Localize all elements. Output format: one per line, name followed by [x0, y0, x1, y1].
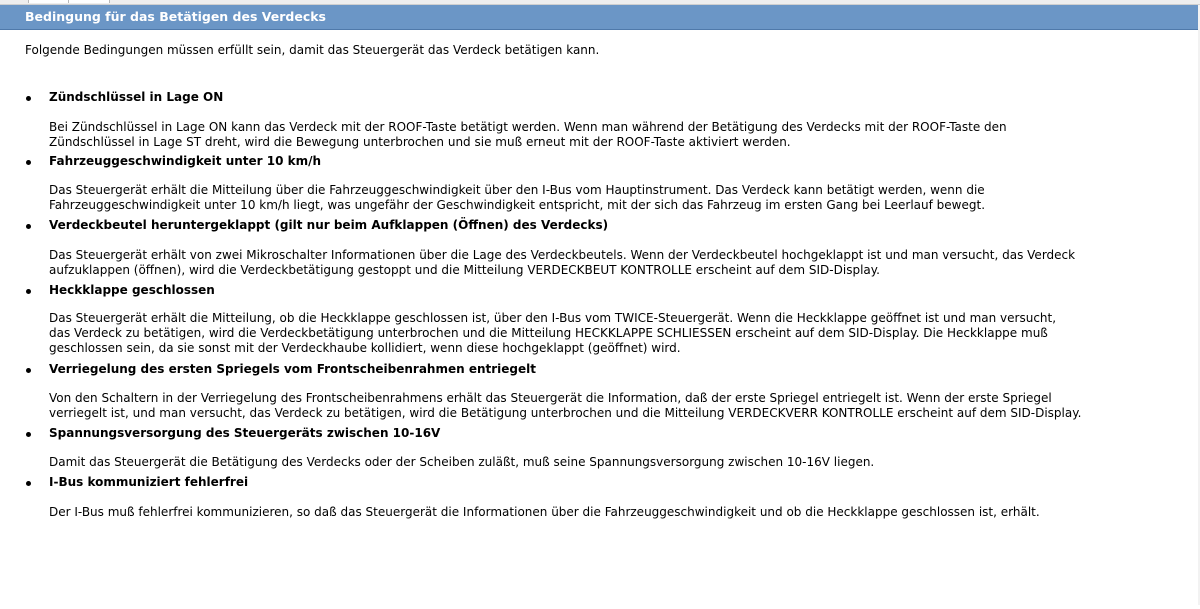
condition-description: Der I-Bus muß fehlerfrei kommunizieren, so daß das Steuergerät die Informationen über die Fahrzeuggeschwindigkeit und ob die Heckklappe geschlossen ist, erhält. [49, 505, 1040, 519]
bullet-icon [26, 368, 31, 373]
page-title: Bedingung für das Betätigen des Verdecks [25, 9, 327, 24]
condition-description: Bei Zündschlüssel in Lage ON kann das Verdeck mit der ROOF-Taste betätigt werden. Wenn man während der Betätigung des Verdecks mit der ROOF-Taste den Zündschlüssel in Lage ST dreht, wird die Bewegung unterbrochen und sie muß erneut mit der ROOF-Taste aktiviert werden. [49, 120, 1007, 149]
condition-title: I-Bus kommuniziert fehlerfrei [49, 475, 249, 489]
intro-text: Folgende Bedingungen müssen erfüllt sein, damit das Steuergerät das Verdeck betätigen kann. [25, 43, 600, 57]
condition-title: Heckklappe geschlossen [49, 283, 215, 297]
condition-description: Von den Schaltern in der Verriegelung des Frontscheibenrahmens erhält das Steuergerät die Information, daß der erste Spriegel entriegelt ist. Wenn der erste Spriegel verriegelt ist, und man versucht, das Verdeck zu betätigen, wird die Betätigung unterbrochen und die Mitteilung VERDECKVERR KONTROLLE erscheint auf dem SID-Display. [49, 391, 1082, 420]
condition-title: Verdeckbeutel heruntergeklappt (gilt nur beim Aufklappen (Öffnen) des Verdecks) [49, 218, 609, 232]
condition-title: Zündschlüssel in Lage ON [49, 90, 224, 104]
bullet-icon [26, 481, 31, 486]
tab-notch [28, 0, 70, 3]
bullet-icon [26, 224, 31, 229]
bullet-icon [26, 432, 31, 437]
condition-description: Das Steuergerät erhält die Mitteilung, ob die Heckklappe geschlossen ist, über den I-Bus vom TWICE-Steuergerät. Wenn die Heckklappe geöffnet ist und man versucht, das Verdeck zu betätigen, wird die Verdeckbetätigung unterbrochen und die Mitteilung HECKKLAPPE SCHLIESSEN erscheint auf dem SID-Display. Die Heckklappe muß geschlossen sein, da sie sonst mit der Verdeckhaube kollidiert, wenn diese hochgeklappt (geöffnet) wird. [49, 311, 1057, 355]
bullet-icon [26, 289, 31, 294]
condition-title: Spannungsversorgung des Steuergeräts zwischen 10-16V [49, 426, 441, 440]
bullet-icon [26, 96, 31, 101]
tab-notch [68, 0, 110, 3]
condition-description: Das Steuergerät erhält die Mitteilung über die Fahrzeuggeschwindigkeit über den I-Bus vom Hauptinstrument. Das Verdeck kann betätigt werden, wenn die Fahrzeuggeschwindigkeit unter 10 km/h liegt, was ungefähr der Geschwindigkeit entspricht, mit der sich das Fahrzeug im ersten Gang bei Leerlauf bewegt. [49, 183, 986, 212]
condition-title: Verriegelung des ersten Spriegels vom Frontscheibenrahmen entriegelt [49, 362, 536, 376]
section-header-bar [0, 5, 1200, 30]
condition-title: Fahrzeuggeschwindigkeit unter 10 km/h [49, 154, 322, 168]
condition-description: Das Steuergerät erhält von zwei Mikroschalter Informationen über die Lage des Verdeckbeutels. Wenn der Verdeckbeutel hochgeklappt ist und man versucht, das Verdeck aufzuklappen (öffnen), wird die Verdeckbetätigung gestoppt und die Mitteilung VERDECKBEUT KONTROLLE erscheint auf dem SID-Display. [49, 248, 1076, 277]
condition-description: Damit das Steuergerät die Betätigung des Verdecks oder der Scheiben zuläßt, muß seine Spannungsversorgung zwischen 10-16V liegen. [49, 455, 875, 469]
bullet-icon [26, 160, 31, 165]
